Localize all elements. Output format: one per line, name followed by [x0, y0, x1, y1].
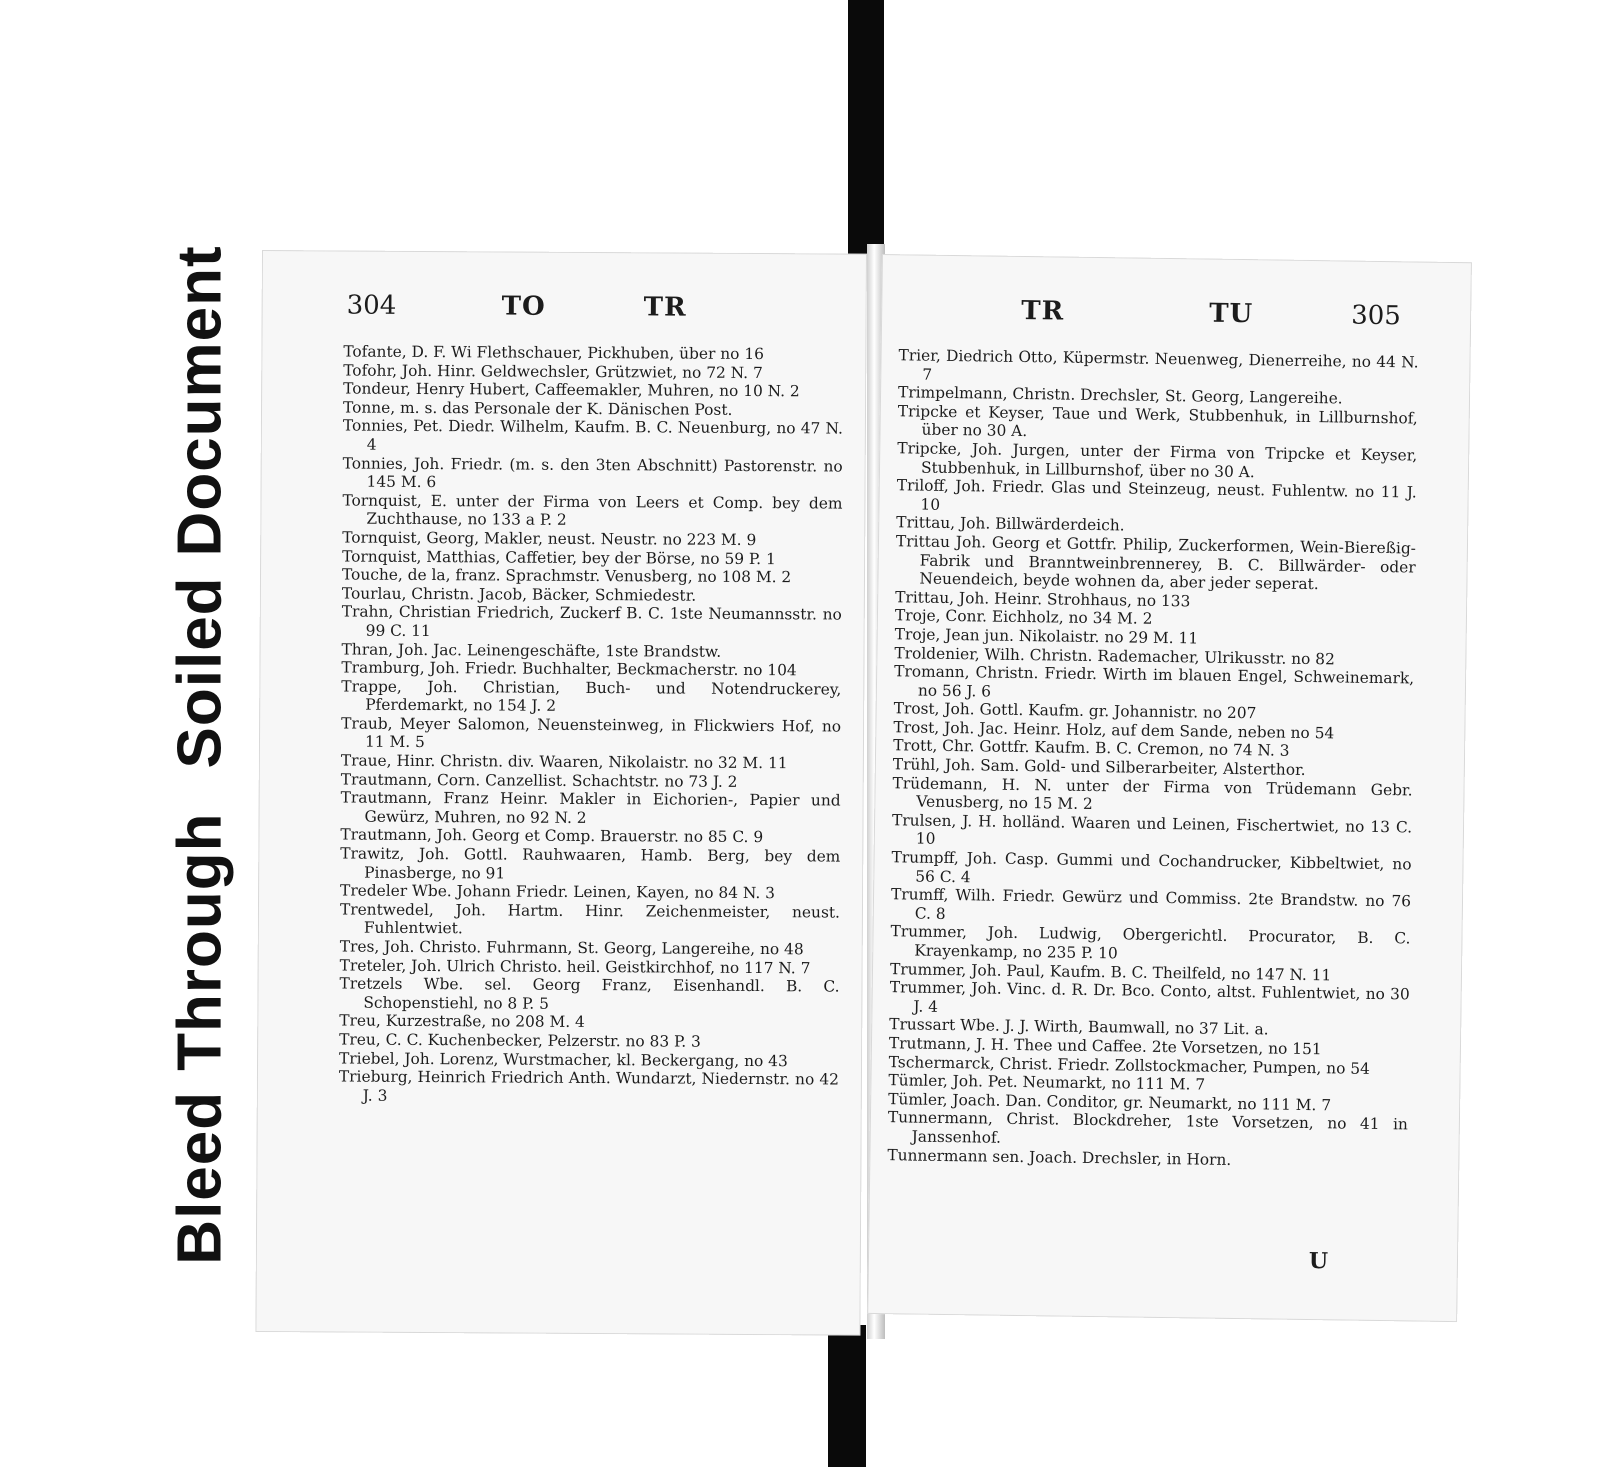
directory-entry: Tourlau, Christn. Jacob, Bäcker, Schmiedestr.: [341, 584, 697, 605]
left-header-from: TO: [501, 291, 546, 322]
label-word-through: Through: [165, 812, 235, 1071]
right-entries-list: [887, 346, 1418, 1171]
directory-entry: Trummer, Joh. Vinc. d. R. Dr. Bco. Conto, altst. Fuhlentwiet, no 30 J. 4: [889, 978, 1410, 1016]
directory-entry: Trummer, Joh. Ludwig, Obergerichtl. Procurator, B. C. Krayenkamp, no 235 P. 10: [890, 922, 1411, 963]
directory-entry: Trentwedel, Joh. Hartm. Hinr. Zeichenmeister, neust. Fuhlentwiet.: [339, 900, 841, 938]
top-black-bar: [848, 0, 884, 255]
directory-entry: Thran, Joh. Jac. Leinengeschäfte, 1ste Brandstw.: [341, 639, 722, 661]
directory-entry: Traue, Hinr. Christn. div. Waaren, Nikolaistr. no 32 M. 11: [340, 751, 788, 773]
directory-entry: Tunnermann, Christ. Blockdreher, 1ste Vorsetzen, no 41 in Janssenhof.: [887, 1108, 1409, 1147]
directory-entry: Trawitz, Joh. Gottl. Rauhwaaren, Hamb. Berg, bey dem Pinasberge, no 91: [340, 844, 841, 883]
label-word-soiled: Soiled: [165, 576, 235, 769]
right-page-header: [881, 294, 1472, 342]
directory-entry: Triloff, Joh. Friedr. Glas und Steinzeug, neust. Fuhlentw. no 11 J. 10: [896, 476, 1417, 514]
directory-entry: Tofohr, Joh. Hinr. Geldwechsler, Grützwiet, no 72 N. 7: [343, 361, 763, 382]
directory-entry: Tonnies, Pet. Diedr. Wilhelm, Kaufm. B. C. Neuenburg, no 47 N. 4: [342, 416, 843, 454]
directory-entry: Tornquist, Georg, Makler, neust. Neustr. no 223 M. 9: [342, 528, 757, 549]
directory-entry: Trutmann, J. H. Thee und Caffee. 2te Vorsetzen, no 151: [888, 1034, 1322, 1059]
directory-entry: Trappe, Joh. Christian, Buch- und Notendruckerey, Pferdemarkt, no 154 J. 2: [341, 677, 842, 716]
directory-entry: Tripcke, Joh. Jurgen, unter der Firma von Tripcke et Keyser, Stubbenhuk, in Lillburnshof, über no 30 A.: [897, 439, 1418, 481]
label-word-bleed: Bleed: [165, 1090, 235, 1265]
directory-entry: Tripcke et Keyser, Taue und Werk, Stubbenhuk, in Lillburnshof, über no 30 A.: [897, 402, 1418, 441]
left-header-to: TR: [643, 292, 687, 323]
right-page-number: 305: [1350, 300, 1402, 332]
directory-entry: Tromann, Christn. Friedr. Wirth im blauen Engel, Schweinemark, no 56 J. 6: [894, 662, 1415, 701]
directory-entry: Traub, Meyer Salomon, Neuensteinweg, in Flickwiers Hof, no 11 M. 5: [341, 714, 842, 752]
directory-entry: Trumff, Wilh. Friedr. Gewürz und Commiss. 2te Brandstw. no 76 C. 8: [890, 885, 1412, 923]
left-page: [255, 250, 867, 1336]
directory-entry: Trier, Diedrich Otto, Küpermstr. Neuenweg, Dienerreihe, no 44 N. 7: [898, 346, 1419, 384]
signature-mark: U: [1308, 1248, 1329, 1275]
directory-entry: Trummer, Joh. Paul, Kaufm. B. C. Theilfeld, no 147 N. 11: [889, 959, 1332, 984]
directory-entry: Tornquist, E. unter der Firma von Leers et Comp. bey dem Zuchthause, no 133 a P. 2: [342, 491, 843, 530]
condition-label: [140, 245, 260, 1265]
directory-entry: Tümler, Joh. Pet. Neumarkt, no 111 M. 7: [888, 1071, 1206, 1094]
directory-entry: Tonne, m. s. das Personale der K. Dänischen Post.: [342, 398, 733, 419]
directory-entry: Trost, Joh. Gottl. Kaufm. gr. Johannistr. no 207: [893, 699, 1257, 723]
directory-entry: Trumpff, Joh. Casp. Gummi und Cochandrucker, Kibbeltwiet, no 56 C. 4: [891, 848, 1412, 886]
directory-entry: Trieburg, Heinrich Friedrich Anth. Wundarzt, Niedernstr. no 42 J. 3: [338, 1067, 839, 1105]
directory-entry: Trulsen, J. H. holländ. Waaren und Leinen, Fischertwiet, no 13 C. 10: [891, 811, 1413, 849]
directory-entry: Tres, Joh. Christo. Fuhrmann, St. Georg, Langereihe, no 48: [339, 937, 804, 959]
directory-entry: Treteler, Joh. Ulrich Christo. heil. Geistkirchhof, no 117 N. 7: [339, 956, 811, 977]
directory-entry: Troldenier, Wilh. Christn. Rademacher, Ulrikusstr. no 82: [894, 643, 1335, 668]
directory-entry: Tunnermann sen. Joach. Drechsler, in Horn.: [887, 1145, 1232, 1169]
directory-entry: Trost, Joh. Jac. Heinr. Holz, auf dem Sande, neben no 54: [893, 718, 1335, 743]
directory-entry: Trautmann, Corn. Canzellist. Schachtstr. no 73 J. 2: [340, 770, 738, 791]
directory-entry: Tofante, D. F. Wi Flethschauer, Pickhuben, über no 16: [343, 342, 765, 364]
directory-entry: Trittau, Joh. Billwärderdeich.: [896, 513, 1125, 535]
directory-entry: Tramburg, Joh. Friedr. Buchhalter, Beckmacherstr. no 104: [341, 658, 797, 680]
directory-entry: Trussart Wbe. J. J. Wirth, Baumwall, no 37 Lit. a.: [889, 1015, 1269, 1039]
directory-entry: Touche, de la, franz. Sprachmstr. Venusberg, no 108 M. 2: [341, 565, 792, 587]
label-word-document: Document: [165, 245, 235, 557]
directory-entry: Trott, Chr. Gottfr. Kaufm. B. C. Cremon, no 74 N. 3: [893, 736, 1290, 761]
directory-entry: Tornquist, Matthias, Caffetier, bey der Börse, no 59 P. 1: [342, 547, 776, 568]
directory-entry: Tümler, Joach. Dan. Conditor, gr. Neumarkt, no 111 M. 7: [888, 1089, 1332, 1115]
left-page-number: 304: [346, 290, 397, 321]
left-entries-list: [339, 342, 844, 1107]
right-header-from: TR: [1021, 295, 1065, 327]
directory-entry: Tondeur, Henry Hubert, Caffeemakler, Muhren, no 10 N. 2: [343, 379, 800, 401]
directory-entry: Trittau, Joh. Heinr. Strohhaus, no 133: [895, 587, 1191, 611]
left-page-header: [262, 290, 867, 334]
directory-entry: Trittau Joh. Georg et Gottfr. Philip, Zuckerformen, Wein-Biereßig-Fabrik und Branntweinbrennerey, B. C. Billwärder- oder Neuendeich, beyde wohnen da, aber jeder seperat.: [895, 532, 1417, 594]
right-header-to: TU: [1208, 298, 1254, 330]
right-page: [867, 254, 1472, 1322]
directory-entry: Tredeler Wbe. Johann Friedr. Leinen, Kayen, no 84 N. 3: [340, 881, 776, 903]
directory-entry: Tonnies, Joh. Friedr. (m. s. den 3ten Abschnitt) Pastorenstr. no 145 M. 6: [342, 454, 843, 492]
directory-entry: Tretzels Wbe. sel. Georg Franz, Eisenhandl. B. C. Schopenstiehl, no 8 P. 5: [339, 974, 840, 1013]
directory-entry: Trautmann, Joh. Georg et Comp. Brauerstr. no 85 C. 9: [340, 825, 764, 847]
directory-entry: Trimpelmann, Christn. Drechsler, St. Georg, Langereihe.: [897, 383, 1343, 408]
condition-label-text: [165, 235, 236, 1274]
directory-entry: Troje, Conr. Eichholz, no 34 M. 2: [894, 606, 1153, 629]
bottom-black-bar: [828, 1325, 866, 1467]
directory-entry: Treu, C. C. Kuchenbecker, Pelzerstr. no 83 P. 3: [339, 1030, 701, 1051]
directory-entry: Treu, Kurzestraße, no 208 M. 4: [339, 1011, 585, 1032]
directory-entry: Triebel, Joh. Lorenz, Wurstmacher, kl. Beckergang, no 43: [339, 1049, 788, 1070]
directory-entry: Trahn, Christian Friedrich, Zuckerf B. C. 1ste Neumannsstr. no 99 C. 11: [341, 602, 842, 640]
directory-entry: Trühl, Joh. Sam. Gold- und Silberarbeiter, Alsterthor.: [892, 755, 1306, 780]
directory-entry: Trautmann, Franz Heinr. Makler in Eichorien-, Papier und Gewürz, Muhren, no 92 N. 2: [340, 788, 841, 827]
book-spread: [262, 244, 1472, 1339]
directory-entry: Trüdemann, H. N. unter der Firma von Trüdemann Gebr. Venusberg, no 15 M. 2: [892, 773, 1413, 814]
directory-entry: Tschermarck, Christ. Friedr. Zollstockmacher, Pumpen, no 54: [888, 1052, 1371, 1078]
directory-entry: Troje, Jean jun. Nikolaistr. no 29 M. 11: [894, 625, 1199, 648]
